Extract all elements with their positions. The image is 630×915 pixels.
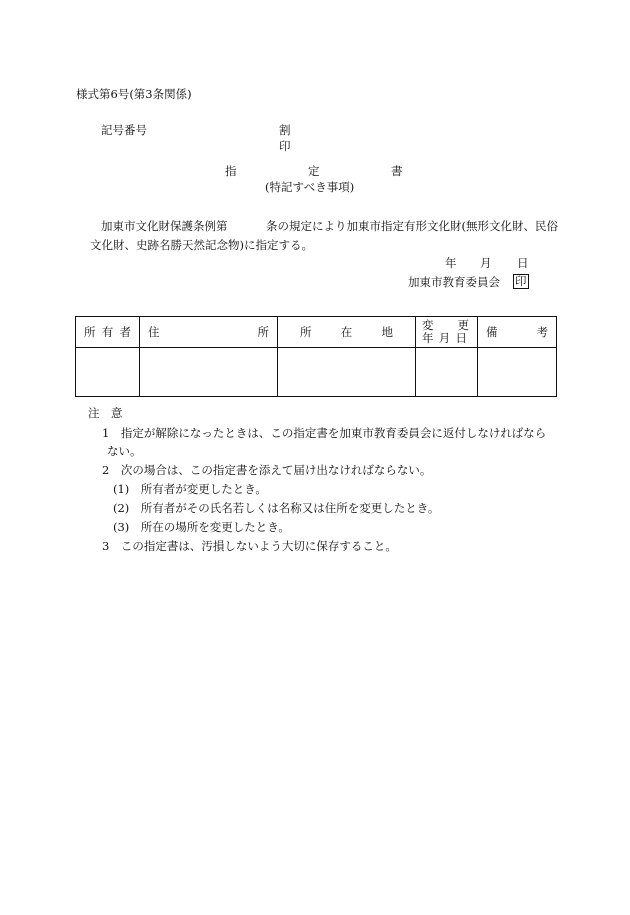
- location-cell[interactable]: [278, 348, 416, 397]
- address-header: 住 所: [140, 317, 278, 348]
- title-char-1: 指: [225, 164, 237, 178]
- note-2: 2 次の場合は、この指定書を添えて届け出なければならない。: [102, 463, 432, 477]
- notes-heading: 注 意: [88, 406, 123, 420]
- date-day: 日: [517, 256, 529, 270]
- owner-cell[interactable]: [76, 348, 140, 397]
- change-date-cell[interactable]: [416, 348, 478, 397]
- subtitle: (特記すべき事項): [265, 180, 355, 194]
- note-1-line-a: 1 指定が解除になったときは、この指定書を加東市教育委員会に返付しなければなら: [102, 426, 547, 440]
- change-date-header: 変 更 年 月 日: [416, 317, 478, 348]
- address-cell[interactable]: [140, 348, 278, 397]
- code-number-label: 記号番号: [101, 123, 147, 137]
- date-year: 年: [445, 256, 457, 270]
- form-label: 様式第6号(第3条関係): [76, 87, 192, 101]
- remarks-header: 備 考: [478, 317, 557, 348]
- body-line1-a: 加東市文化財保護条例第: [101, 219, 228, 233]
- split-seal-bottom: 印: [279, 139, 291, 153]
- split-seal-top: 割: [279, 123, 291, 137]
- seal-box: 印: [515, 274, 527, 288]
- note-3: 3 この指定書は、汚損しないよう大切に保存すること。: [102, 539, 397, 553]
- note-2-item-1: (1) 所有者が変更したとき。: [113, 482, 267, 496]
- note-2-item-2: (2) 所有者がその氏名若しくは名称又は住所を変更したとき。: [113, 501, 440, 515]
- issuer-seal: [513, 274, 529, 289]
- table-header-row: [76, 317, 557, 348]
- body-line2: 文化財、史跡名勝天然記念物)に指定する。: [90, 238, 313, 252]
- remarks-cell[interactable]: [478, 348, 557, 397]
- registration-table: [75, 316, 557, 397]
- title-char-2: 定: [308, 164, 320, 178]
- note-2-item-3: (3) 所在の場所を変更したとき。: [113, 520, 290, 534]
- note-1-line-b: ない。: [107, 444, 142, 458]
- table-entry-row: [76, 348, 557, 397]
- location-header: 所 在 地: [278, 317, 416, 348]
- title-char-3: 書: [391, 164, 403, 178]
- issuer-name: 加東市教育委員会: [408, 275, 500, 289]
- date-month: 月: [480, 256, 492, 270]
- owner-header: 所 有 者: [76, 317, 140, 348]
- body-line1-b: 条の規定により加東市指定有形文化財(無形文化財、民俗: [266, 219, 558, 233]
